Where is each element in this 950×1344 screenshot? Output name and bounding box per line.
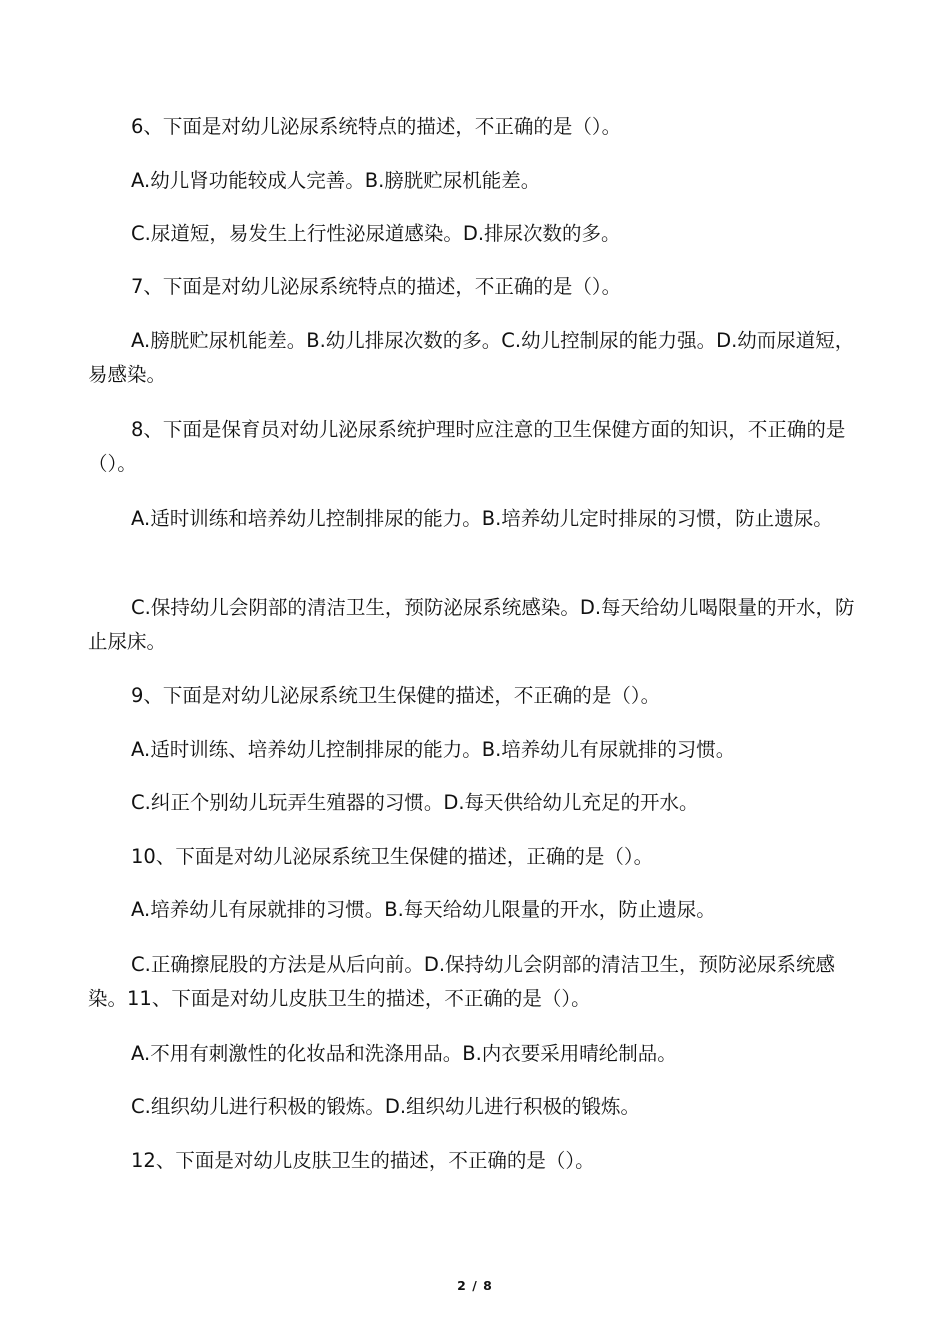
question-12: 12、下面是对幼儿皮肤卫生的描述，不正确的是（）。	[131, 1149, 595, 1172]
question-9-options-cd: C.纠正个别幼儿玩弄生殖器的习惯。D.每天供给幼儿充足的开水。	[131, 791, 699, 814]
question-10-options-cd-and-question-11: C.正确擦屁股的方法是从后向前。D.保持幼儿会阴部的清洁卫生，预防泌尿系统感染。11、下面是对幼儿皮肤卫生的描述，不正确的是（）。	[88, 953, 836, 1010]
question-8-options-cd: C.保持幼儿会阴部的清洁卫生，预防泌尿系统感染。D.每天给幼儿喝限量的开水，防止尿床。	[88, 596, 855, 653]
question-10: 10、下面是对幼儿泌尿系统卫生保健的描述，正确的是（）。	[131, 845, 654, 868]
question-11-options-ab: A.不用有刺激性的化妆品和洗涤用品。B.内衣要采用晴纶制品。	[131, 1042, 677, 1065]
question-7-options: A.膀胱贮尿机能差。B.幼儿排尿次数的多。C.幼儿控制尿的能力强。D.幼而尿道短，易感染。	[88, 329, 855, 386]
question-7: 7、下面是对幼儿泌尿系统特点的描述，不正确的是（）。	[131, 275, 622, 298]
question-9-options-ab: A.适时训练、培养幼儿控制排尿的能力。B.培养幼儿有尿就排的习惯。	[131, 738, 736, 761]
question-9: 9、下面是对幼儿泌尿系统卫生保健的描述，不正确的是（）。	[131, 684, 661, 707]
question-6-options-ab: A.幼儿肾功能较成人完善。B.膀胱贮尿机能差。	[131, 169, 541, 192]
question-8: 8、下面是保育员对幼儿泌尿系统护理时应注意的卫生保健方面的知识，不正确的是（）。	[88, 418, 846, 475]
question-8-options-ab: A.适时训练和培养幼儿控制排尿的能力。B.培养幼儿定时排尿的习惯，防止遗尿。	[131, 507, 833, 530]
question-10-options-ab: A.培养幼儿有尿就排的习惯。B.每天给幼儿限量的开水，防止遗尿。	[131, 898, 716, 921]
question-6: 6、下面是对幼儿泌尿系统特点的描述，不正确的是（）。	[131, 115, 622, 138]
question-6-options-cd: C.尿道短，易发生上行性泌尿道感染。D.排尿次数的多。	[131, 222, 621, 245]
question-11-options-cd: C.组织幼儿进行积极的锻炼。D.组织幼儿进行积极的锻炼。	[131, 1095, 641, 1118]
page-number: 2 / 8	[457, 1278, 493, 1293]
